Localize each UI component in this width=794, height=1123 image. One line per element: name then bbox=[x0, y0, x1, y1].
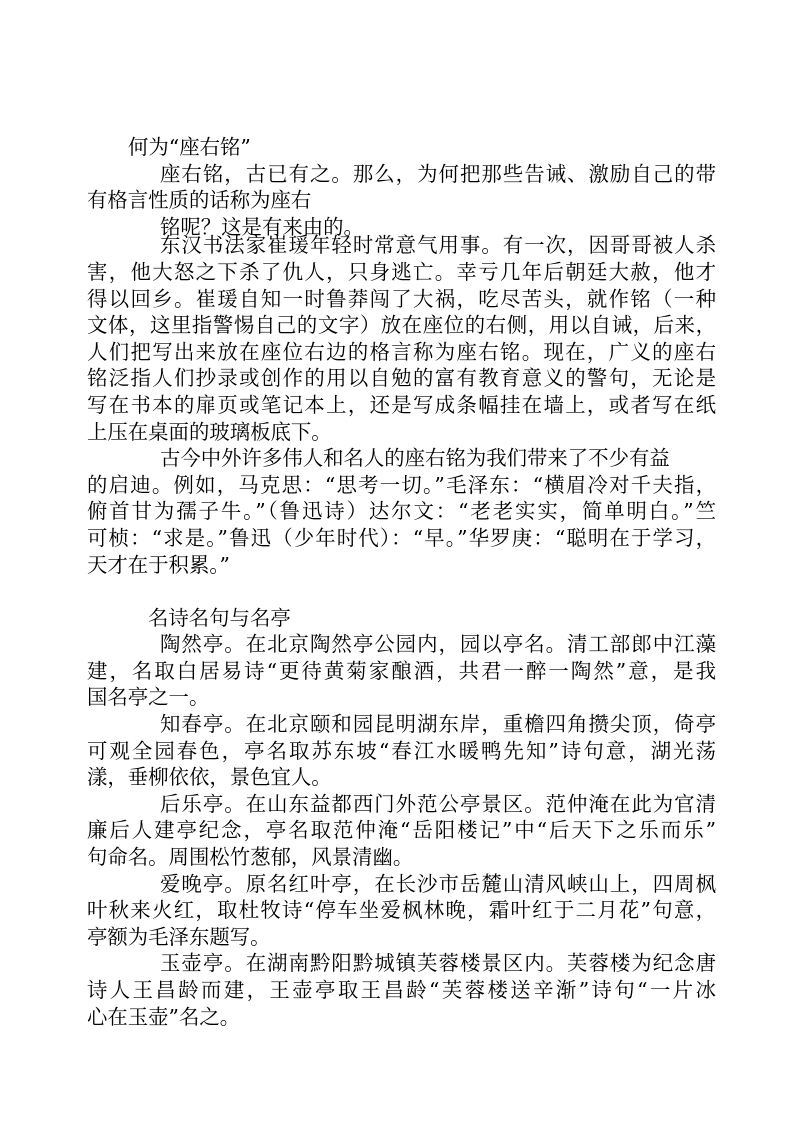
paragraph bbox=[87, 631, 716, 711]
text-line: 得以回乡。崔瑗自知一时鲁莽闯了大祸，吃尽苦头，就作铭（一种 bbox=[87, 286, 716, 311]
text-line: 廉后人建亭纪念，亭名取范仲淹“岳阳楼记”中“后天下之乐而乐” bbox=[87, 818, 716, 843]
text-line: 上压在桌面的玻璃板底下。 bbox=[87, 419, 332, 444]
paragraph bbox=[87, 711, 716, 791]
text-line: 俯首甘为孺子牛。”（鲁迅诗）达尔文：“老老实实，简单明白。”竺 bbox=[87, 499, 716, 524]
document-page bbox=[87, 134, 716, 1030]
text-line: 铭泛指人们抄录或创作的用以自勉的富有教育意义的警句，无论是 bbox=[87, 366, 716, 391]
text-line: 叶秋来火红，取杜牧诗“停车坐爱枫林晚，霜叶红于二月花”句意， bbox=[87, 898, 716, 923]
paragraph bbox=[87, 232, 716, 445]
text-line: 可观全园春色，亭名取苏东坡“春江水暖鸭先知”诗句意，湖光荡 bbox=[87, 738, 716, 763]
text-line: 文体，这里指警惕自己的文字）放在座位的右侧，用以自诫，后来， bbox=[87, 313, 716, 338]
text-line: 害，他大怒之下杀了仇人，只身逃亡。幸亏几年后朝廷大赦，他才 bbox=[87, 259, 716, 284]
section-heading: 名诗名句与名亭 bbox=[148, 605, 291, 630]
paragraph bbox=[87, 950, 716, 1030]
text-line: 漾，垂柳依依，景色宜人。 bbox=[87, 765, 332, 790]
text-line: 知春亭。在北京颐和园昆明湖东岸，重檐四角攒尖顶，倚亭 bbox=[160, 712, 716, 737]
text-line: 爱晚亭。原名红叶亭，在长沙市岳麓山清风峡山上，四周枫 bbox=[160, 871, 716, 896]
text-line: 国名亭之一。 bbox=[87, 685, 210, 710]
text-line: 可桢：“求是。”鲁迅（少年时代）：“早。”华罗庚：“聪明在于学习， bbox=[87, 525, 716, 550]
text-line: 陶然亭。在北京陶然亭公园内，园以亭名。清工部郎中江藻 bbox=[160, 632, 716, 657]
section-motto bbox=[87, 134, 716, 578]
text-line: 古今中外许多伟人和名人的座右铭为我们带来了不少有益 bbox=[160, 446, 670, 471]
paragraph bbox=[87, 791, 716, 871]
text-line: 天才在于积累。” bbox=[87, 552, 230, 577]
text-line: 心在玉壶”名之。 bbox=[87, 1004, 241, 1029]
text-line: 铭呢？这是有来由的。 bbox=[160, 214, 364, 239]
text-line: 的启迪。例如，马克思：“思考一切。”毛泽东：“横眉冷对千夫指， bbox=[87, 472, 716, 497]
text-line: 人们把写出来放在座位右边的格言称为座右铭。现在，广义的座右 bbox=[87, 339, 716, 364]
text-line: 东汉书法家崔瑗年轻时常意气用事。有一次，因哥哥被人杀 bbox=[160, 233, 716, 258]
text-line: 写在书本的扉页或笔记本上，还是写成条幅挂在墙上，或者写在纸 bbox=[87, 392, 716, 417]
text-line: 诗人王昌龄而建，王壶亭取王昌龄“芙蓉楼送辛渐”诗句“一片冰 bbox=[87, 978, 716, 1002]
text-line: 句命名。周围松竹葱郁，风景清幽。 bbox=[87, 845, 414, 870]
text-line: 有格言性质的话称为座右 bbox=[87, 188, 312, 213]
paragraph bbox=[87, 445, 716, 578]
text-line: 亭额为毛泽东题写。 bbox=[87, 924, 271, 949]
text-line: 建，名取白居易诗“更待黄菊家酿酒，共君一醉一陶然”意，是我 bbox=[87, 658, 716, 683]
section-pavilions bbox=[87, 605, 716, 1031]
text-line: 座右铭，古已有之。那么，为何把那些告诫、激励自己的带 bbox=[160, 161, 716, 186]
text-line: 玉壶亭。在湖南黔阳黔城镇芙蓉楼景区内。芙蓉楼为纪念唐 bbox=[160, 951, 716, 976]
text-line: 后乐亭。在山东益都西门外范公亭景区。范仲淹在此为官清 bbox=[160, 791, 716, 816]
paragraph bbox=[87, 161, 716, 214]
section-heading: 何为“座右铭” bbox=[128, 135, 251, 159]
paragraph bbox=[87, 871, 716, 951]
